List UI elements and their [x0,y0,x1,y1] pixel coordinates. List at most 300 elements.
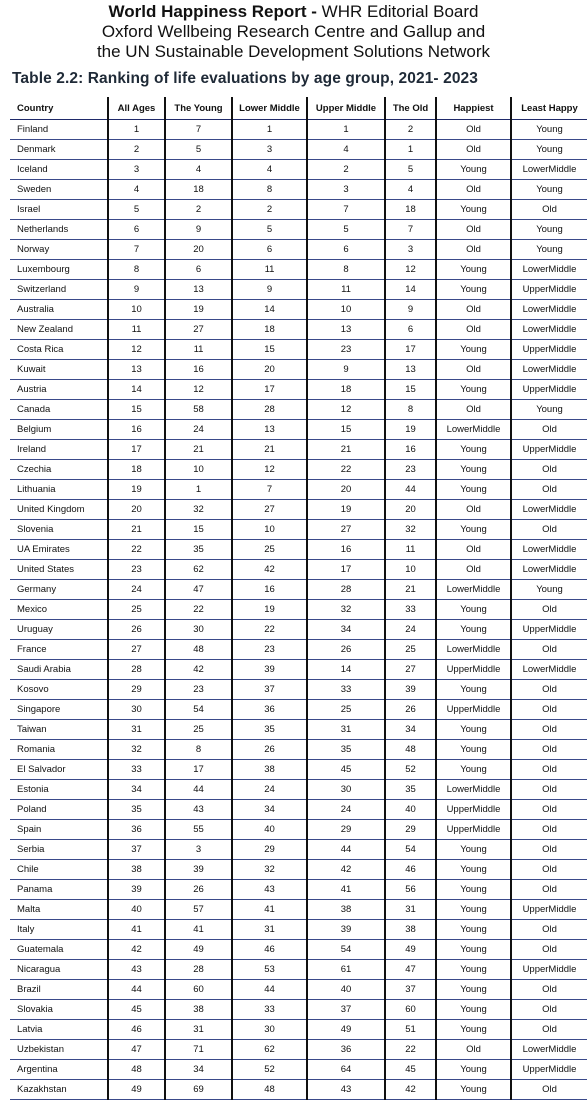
least-happy-cell: Old [511,820,587,840]
header-line-1 [0,2,587,21]
the-young-cell: 5 [165,140,232,160]
the-old-cell: 56 [385,880,436,900]
the-young-cell: 31 [165,1020,232,1040]
least-happy-cell: Young [511,580,587,600]
upper-middle-cell: 8 [307,260,385,280]
lower-middle-cell: 36 [232,700,307,720]
the-old-cell: 29 [385,820,436,840]
least-happy-cell: LowerMiddle [511,300,587,320]
the-old-cell: 5 [385,160,436,180]
upper-middle-cell: 22 [307,460,385,480]
country-cell: Romania [10,740,108,760]
country-cell: Estonia [10,780,108,800]
least-happy-cell: Young [511,180,587,200]
happiest-cell: Young [436,460,511,480]
least-happy-cell: UpperMiddle [511,440,587,460]
table-row [10,360,587,380]
least-happy-cell: Old [511,980,587,1000]
all-ages-cell: 21 [108,520,165,540]
the-young-cell: 60 [165,980,232,1000]
lower-middle-cell: 6 [232,240,307,260]
least-happy-cell: Old [511,600,587,620]
lower-middle-cell: 43 [232,880,307,900]
happiest-cell: Young [436,980,511,1000]
table-row [10,900,587,920]
table-row [10,120,587,140]
all-ages-cell: 5 [108,200,165,220]
country-cell: Costa Rica [10,340,108,360]
least-happy-cell: Old [511,880,587,900]
the-old-cell: 42 [385,1080,436,1100]
happiest-cell: LowerMiddle [436,780,511,800]
table-row [10,980,587,1000]
lower-middle-cell: 38 [232,760,307,780]
the-old-cell: 37 [385,980,436,1000]
all-ages-cell: 42 [108,940,165,960]
the-young-cell: 44 [165,780,232,800]
the-young-cell: 6 [165,260,232,280]
the-young-cell: 30 [165,620,232,640]
all-ages-cell: 39 [108,880,165,900]
happiest-cell: Young [436,920,511,940]
upper-middle-cell: 21 [307,440,385,460]
all-ages-cell: 8 [108,260,165,280]
table-row [10,880,587,900]
the-young-cell: 11 [165,340,232,360]
the-young-cell: 21 [165,440,232,460]
all-ages-cell: 26 [108,620,165,640]
least-happy-cell: Old [511,800,587,820]
happiest-cell: Young [436,440,511,460]
all-ages-cell: 28 [108,660,165,680]
all-ages-cell: 41 [108,920,165,940]
column-header-least-happy: Least Happy [511,97,587,120]
the-young-cell: 71 [165,1040,232,1060]
the-young-cell: 17 [165,760,232,780]
the-young-cell: 42 [165,660,232,680]
table-row [10,800,587,820]
happiest-cell: Young [436,620,511,640]
least-happy-cell: LowerMiddle [511,160,587,180]
all-ages-cell: 6 [108,220,165,240]
least-happy-cell: LowerMiddle [511,260,587,280]
all-ages-cell: 29 [108,680,165,700]
the-young-cell: 12 [165,380,232,400]
upper-middle-cell: 3 [307,180,385,200]
ranking-table [10,97,587,1100]
table-row [10,940,587,960]
the-young-cell: 49 [165,940,232,960]
lower-middle-cell: 27 [232,500,307,520]
country-cell: Australia [10,300,108,320]
table-row [10,140,587,160]
upper-middle-cell: 24 [307,800,385,820]
country-cell: Sweden [10,180,108,200]
upper-middle-cell: 42 [307,860,385,880]
table-row [10,460,587,480]
the-old-cell: 39 [385,680,436,700]
least-happy-cell: Young [511,400,587,420]
least-happy-cell: UpperMiddle [511,380,587,400]
table-row [10,220,587,240]
upper-middle-cell: 30 [307,780,385,800]
the-old-cell: 26 [385,700,436,720]
all-ages-cell: 20 [108,500,165,520]
least-happy-cell: UpperMiddle [511,620,587,640]
all-ages-cell: 48 [108,1060,165,1080]
all-ages-cell: 40 [108,900,165,920]
least-happy-cell: UpperMiddle [511,280,587,300]
upper-middle-cell: 15 [307,420,385,440]
country-cell: Israel [10,200,108,220]
country-cell: Nicaragua [10,960,108,980]
all-ages-cell: 34 [108,780,165,800]
upper-middle-cell: 20 [307,480,385,500]
the-young-cell: 19 [165,300,232,320]
country-cell: Iceland [10,160,108,180]
happiest-cell: Young [436,520,511,540]
table-row [10,160,587,180]
lower-middle-cell: 16 [232,580,307,600]
least-happy-cell: Old [511,920,587,940]
header-row [10,97,587,120]
all-ages-cell: 44 [108,980,165,1000]
happiest-cell: Young [436,200,511,220]
the-young-cell: 1 [165,480,232,500]
all-ages-cell: 45 [108,1000,165,1020]
lower-middle-cell: 18 [232,320,307,340]
editorial-board: WHR Editorial Board [316,2,479,21]
country-cell: Uzbekistan [10,1040,108,1060]
happiest-cell: Young [436,880,511,900]
all-ages-cell: 18 [108,460,165,480]
the-old-cell: 46 [385,860,436,880]
all-ages-cell: 9 [108,280,165,300]
the-old-cell: 45 [385,1060,436,1080]
the-young-cell: 28 [165,960,232,980]
the-old-cell: 15 [385,380,436,400]
lower-middle-cell: 37 [232,680,307,700]
happiest-cell: Young [436,380,511,400]
happiest-cell: Old [436,320,511,340]
the-young-cell: 43 [165,800,232,820]
upper-middle-cell: 34 [307,620,385,640]
lower-middle-cell: 7 [232,480,307,500]
table-row [10,960,587,980]
lower-middle-cell: 44 [232,980,307,1000]
the-old-cell: 7 [385,220,436,240]
the-young-cell: 23 [165,680,232,700]
the-young-cell: 55 [165,820,232,840]
the-old-cell: 11 [385,540,436,560]
least-happy-cell: LowerMiddle [511,1040,587,1060]
country-cell: Saudi Arabia [10,660,108,680]
upper-middle-cell: 17 [307,560,385,580]
country-cell: Ireland [10,440,108,460]
the-old-cell: 35 [385,780,436,800]
table-row [10,820,587,840]
the-old-cell: 40 [385,800,436,820]
country-cell: United States [10,560,108,580]
all-ages-cell: 43 [108,960,165,980]
least-happy-cell: LowerMiddle [511,540,587,560]
upper-middle-cell: 4 [307,140,385,160]
table-row [10,660,587,680]
all-ages-cell: 23 [108,560,165,580]
column-header-country: Country [10,97,108,120]
the-old-cell: 34 [385,720,436,740]
upper-middle-cell: 6 [307,240,385,260]
upper-middle-cell: 40 [307,980,385,1000]
report-header [0,0,587,70]
lower-middle-cell: 34 [232,800,307,820]
table-row [10,200,587,220]
all-ages-cell: 33 [108,760,165,780]
all-ages-cell: 36 [108,820,165,840]
happiest-cell: Young [436,600,511,620]
the-young-cell: 69 [165,1080,232,1100]
upper-middle-cell: 44 [307,840,385,860]
the-young-cell: 22 [165,600,232,620]
lower-middle-cell: 8 [232,180,307,200]
lower-middle-cell: 31 [232,920,307,940]
lower-middle-cell: 32 [232,860,307,880]
the-old-cell: 60 [385,1000,436,1020]
country-cell: Luxembourg [10,260,108,280]
all-ages-cell: 31 [108,720,165,740]
the-young-cell: 15 [165,520,232,540]
country-cell: Latvia [10,1020,108,1040]
upper-middle-cell: 38 [307,900,385,920]
lower-middle-cell: 40 [232,820,307,840]
column-header-lower-middle: Lower Middle [232,97,307,120]
all-ages-cell: 15 [108,400,165,420]
country-cell: Argentina [10,1060,108,1080]
happiest-cell: UpperMiddle [436,700,511,720]
all-ages-cell: 12 [108,340,165,360]
all-ages-cell: 32 [108,740,165,760]
upper-middle-cell: 19 [307,500,385,520]
happiest-cell: UpperMiddle [436,660,511,680]
country-cell: UA Emirates [10,540,108,560]
upper-middle-cell: 32 [307,600,385,620]
the-old-cell: 4 [385,180,436,200]
lower-middle-cell: 13 [232,420,307,440]
upper-middle-cell: 28 [307,580,385,600]
the-old-cell: 1 [385,140,436,160]
least-happy-cell: Old [511,680,587,700]
least-happy-cell: Old [511,780,587,800]
the-old-cell: 47 [385,960,436,980]
table-row [10,180,587,200]
the-young-cell: 34 [165,1060,232,1080]
least-happy-cell: LowerMiddle [511,500,587,520]
upper-middle-cell: 2 [307,160,385,180]
least-happy-cell: Young [511,220,587,240]
header-line-3: the UN Sustainable Development Solutions Network [96,42,491,61]
the-old-cell: 27 [385,660,436,680]
upper-middle-cell: 33 [307,680,385,700]
country-cell: Guatemala [10,940,108,960]
all-ages-cell: 2 [108,140,165,160]
happiest-cell: Young [436,740,511,760]
the-young-cell: 39 [165,860,232,880]
all-ages-cell: 38 [108,860,165,880]
table-row [10,580,587,600]
the-young-cell: 41 [165,920,232,940]
country-cell: United Kingdom [10,500,108,520]
lower-middle-cell: 46 [232,940,307,960]
country-cell: Kosovo [10,680,108,700]
least-happy-cell: Old [511,760,587,780]
lower-middle-cell: 33 [232,1000,307,1020]
lower-middle-cell: 35 [232,720,307,740]
all-ages-cell: 24 [108,580,165,600]
lower-middle-cell: 52 [232,1060,307,1080]
country-cell: Switzerland [10,280,108,300]
table-row [10,560,587,580]
table-row [10,480,587,500]
table-row [10,400,587,420]
the-old-cell: 20 [385,500,436,520]
the-old-cell: 22 [385,1040,436,1060]
lower-middle-cell: 5 [232,220,307,240]
least-happy-cell: Old [511,840,587,860]
the-old-cell: 6 [385,320,436,340]
the-young-cell: 24 [165,420,232,440]
country-cell: Italy [10,920,108,940]
the-young-cell: 27 [165,320,232,340]
table-row [10,340,587,360]
the-old-cell: 14 [385,280,436,300]
upper-middle-cell: 36 [307,1040,385,1060]
the-young-cell: 4 [165,160,232,180]
table-row [10,620,587,640]
upper-middle-cell: 13 [307,320,385,340]
country-cell: Mexico [10,600,108,620]
the-young-cell: 54 [165,700,232,720]
country-cell: Panama [10,880,108,900]
happiest-cell: UpperMiddle [436,820,511,840]
upper-middle-cell: 29 [307,820,385,840]
happiest-cell: Young [436,160,511,180]
lower-middle-cell: 11 [232,260,307,280]
table-row [10,720,587,740]
the-old-cell: 13 [385,360,436,380]
country-cell: Malta [10,900,108,920]
table-row [10,280,587,300]
table-row [10,1060,587,1080]
country-cell: Austria [10,380,108,400]
upper-middle-cell: 25 [307,700,385,720]
upper-middle-cell: 9 [307,360,385,380]
table-row [10,260,587,280]
all-ages-cell: 30 [108,700,165,720]
happiest-cell: Young [436,480,511,500]
happiest-cell: Old [436,500,511,520]
table-row [10,1080,587,1100]
the-old-cell: 31 [385,900,436,920]
the-young-cell: 9 [165,220,232,240]
lower-middle-cell: 1 [232,120,307,140]
report-title: World Happiness Report - [108,2,317,21]
country-cell: Slovenia [10,520,108,540]
lower-middle-cell: 22 [232,620,307,640]
country-cell: Lithuania [10,480,108,500]
table-row [10,920,587,940]
upper-middle-cell: 54 [307,940,385,960]
header-line-2: Oxford Wellbeing Research Centre and Gallup and [101,22,486,41]
all-ages-cell: 37 [108,840,165,860]
upper-middle-cell: 7 [307,200,385,220]
least-happy-cell: Old [511,520,587,540]
upper-middle-cell: 61 [307,960,385,980]
country-cell: Taiwan [10,720,108,740]
table-row [10,640,587,660]
column-header-the-old: The Old [385,97,436,120]
happiest-cell: Young [436,1060,511,1080]
happiest-cell: Young [436,940,511,960]
country-cell: France [10,640,108,660]
least-happy-cell: Young [511,140,587,160]
table-header [10,97,587,120]
the-old-cell: 10 [385,560,436,580]
all-ages-cell: 3 [108,160,165,180]
table-row [10,840,587,860]
upper-middle-cell: 23 [307,340,385,360]
the-old-cell: 12 [385,260,436,280]
least-happy-cell: LowerMiddle [511,660,587,680]
happiest-cell: Old [436,240,511,260]
lower-middle-cell: 23 [232,640,307,660]
least-happy-cell: Old [511,720,587,740]
the-young-cell: 16 [165,360,232,380]
the-young-cell: 32 [165,500,232,520]
country-cell: Norway [10,240,108,260]
happiest-cell: Young [436,680,511,700]
table-row [10,600,587,620]
happiest-cell: Old [436,120,511,140]
lower-middle-cell: 3 [232,140,307,160]
all-ages-cell: 19 [108,480,165,500]
table-row [10,440,587,460]
least-happy-cell: Old [511,940,587,960]
the-old-cell: 2 [385,120,436,140]
happiest-cell: Old [436,300,511,320]
the-old-cell: 54 [385,840,436,860]
happiest-cell: LowerMiddle [436,580,511,600]
lower-middle-cell: 21 [232,440,307,460]
lower-middle-cell: 26 [232,740,307,760]
happiest-cell: Young [436,1020,511,1040]
the-young-cell: 10 [165,460,232,480]
the-old-cell: 24 [385,620,436,640]
lower-middle-cell: 4 [232,160,307,180]
the-old-cell: 16 [385,440,436,460]
column-header-happiest: Happiest [436,97,511,120]
all-ages-cell: 7 [108,240,165,260]
upper-middle-cell: 43 [307,1080,385,1100]
column-header-the-young: The Young [165,97,232,120]
the-old-cell: 18 [385,200,436,220]
country-cell: Netherlands [10,220,108,240]
the-young-cell: 26 [165,880,232,900]
country-cell: Serbia [10,840,108,860]
the-old-cell: 19 [385,420,436,440]
least-happy-cell: LowerMiddle [511,560,587,580]
all-ages-cell: 46 [108,1020,165,1040]
all-ages-cell: 25 [108,600,165,620]
